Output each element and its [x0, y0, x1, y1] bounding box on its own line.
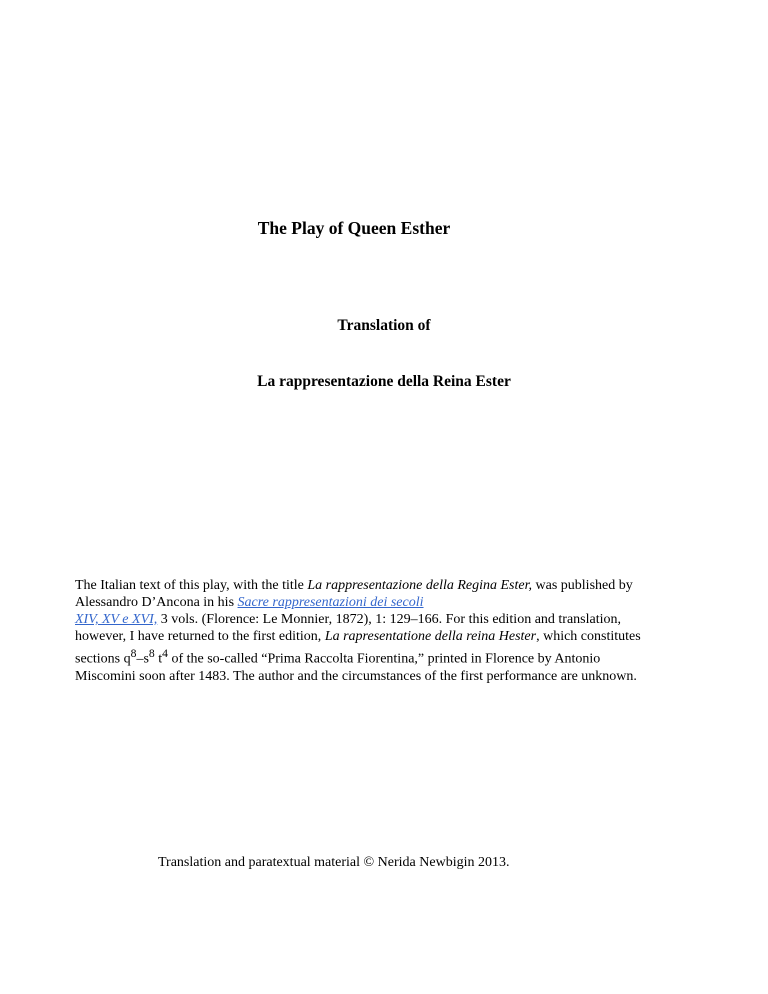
intro-text: 3 vols. (Florence: Le Monnier, 1872), 1: 129–166. For this edition and translation, however, I have returned to the first edition,	[75, 612, 622, 644]
intro-text: , which constitutes sections q	[75, 629, 641, 667]
signature-superscript: 4	[162, 647, 168, 660]
intro-text: –s	[136, 651, 149, 667]
signature-superscript: 8	[130, 647, 137, 660]
intro-paragraph	[75, 577, 651, 685]
intro-text: was published by Alessandro D’Ancona in his	[75, 578, 633, 610]
copyright-notice: Translation and paratextual material © Nerida Newbigin 2013.	[158, 855, 510, 870]
intro-text: t	[154, 651, 163, 667]
subtitle-translation-of: Translation of	[337, 317, 431, 334]
intro-italic-title: La rappresentazione della Regina Ester,	[307, 578, 533, 593]
document-title: The Play of Queen Esther	[257, 218, 451, 238]
signature-superscript: 8	[148, 647, 155, 660]
intro-text: The Italian text of this play, with the title	[75, 578, 308, 593]
intro-text: of the so-called “Prima Raccolta Fiorentina,” printed in Florence by Antonio Miscomini soon after 1483. The author and the circumstances of the first performance are unknown.	[75, 651, 637, 684]
intro-italic-first-edition: La rapresentatione della reina Hester	[324, 629, 537, 644]
link-text: XIV, XV e XVI,	[75, 612, 158, 627]
link-text: Sacre rappresentazioni dei secoli	[237, 595, 424, 610]
subtitle-original-title: La rappresentazione della Reina Ester	[257, 373, 511, 390]
